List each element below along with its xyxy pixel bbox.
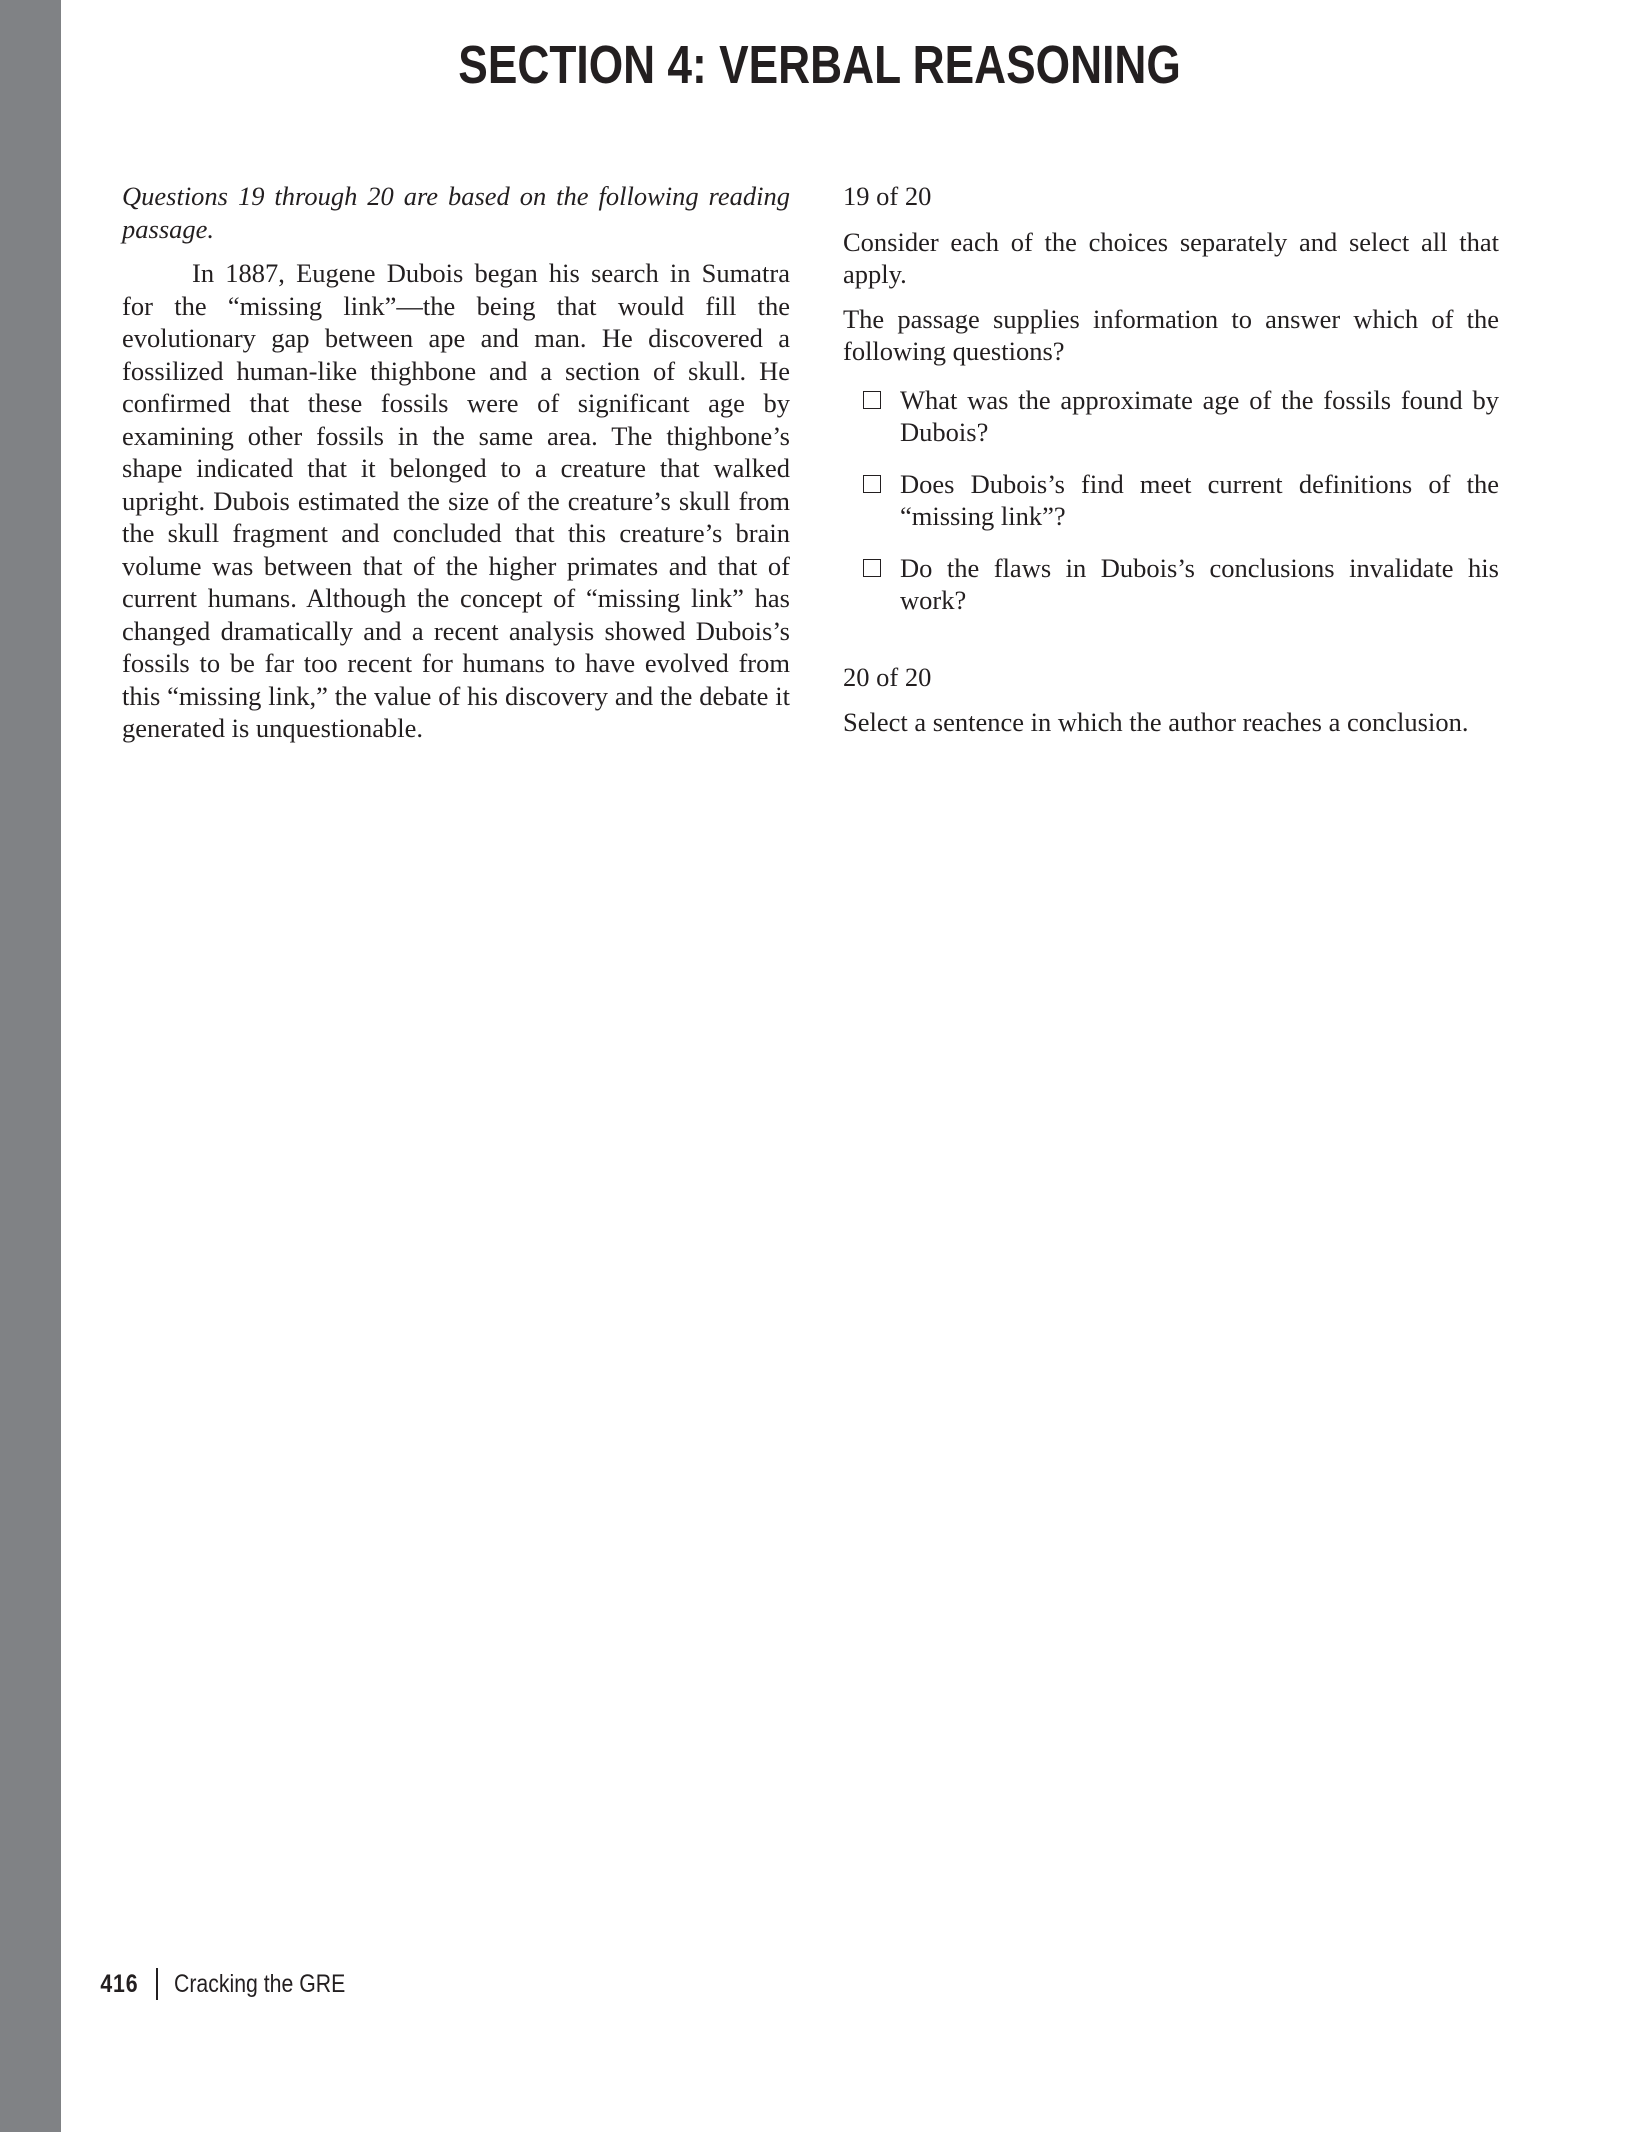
side-bar	[0, 0, 61, 2132]
question-prompt: The passage supplies information to answer which of the following questions?	[843, 303, 1499, 366]
checkbox[interactable]	[863, 391, 881, 409]
reading-passage[interactable]: In 1887, Eugene Dubois began his search in Sumatra for the “missing link”—the being that would fill the evolutionary gap between ape and man. He discovered a fossilized human-like thighbone and a section of skull. He confirmed that these fossils were of significant age by examining other fossils in the same area. The thighbone’s shape indicated that it belonged to a creature that walked upright. Dubois estimated the size of the creature’s skull from the skull fragment and concluded that this creature’s brain volume was between that of the higher primates and that of current humans. Although the concept of “missing link” has changed dramatically and a recent analysis showed Dubois’s fossils to be far too recent for humans to have evolved from this “missing link,” the value of his discovery and the debate it generated is unquestionable.	[122, 258, 790, 743]
passage-column	[122, 180, 790, 745]
passage-intro: Questions 19 through 20 are based on the following reading passage.	[122, 181, 790, 244]
questions-column	[843, 180, 1499, 751]
section-title-text: SECTION 4: VERBAL REASONING	[458, 35, 1181, 95]
answer-choice[interactable]	[843, 552, 1499, 617]
page-footer	[97, 1968, 375, 2000]
question-prompt: Select a sentence in which the author reaches a conclusion.	[843, 707, 1469, 737]
footer-divider	[156, 1968, 158, 2000]
checkbox[interactable]	[863, 475, 881, 493]
answer-choice[interactable]	[843, 384, 1499, 449]
choice-label: Does Dubois’s find meet current definitions of the “missing link”?	[900, 468, 1499, 531]
book-title: Cracking the GRE	[173, 1969, 345, 1998]
page-number: 416	[100, 1969, 139, 1998]
choice-label: Do the flaws in Dubois’s conclusions invalidate his work?	[900, 552, 1499, 615]
question-instruction: Consider each of the choices separately and select all that apply.	[843, 226, 1499, 289]
checkbox[interactable]	[863, 559, 881, 577]
section-title	[0, 34, 1639, 96]
question-number: 20 of 20	[843, 661, 932, 692]
question-number: 19 of 20	[843, 181, 932, 211]
choice-label: What was the approximate age of the fossils found by Dubois?	[900, 384, 1499, 447]
answer-choice[interactable]	[843, 468, 1499, 533]
